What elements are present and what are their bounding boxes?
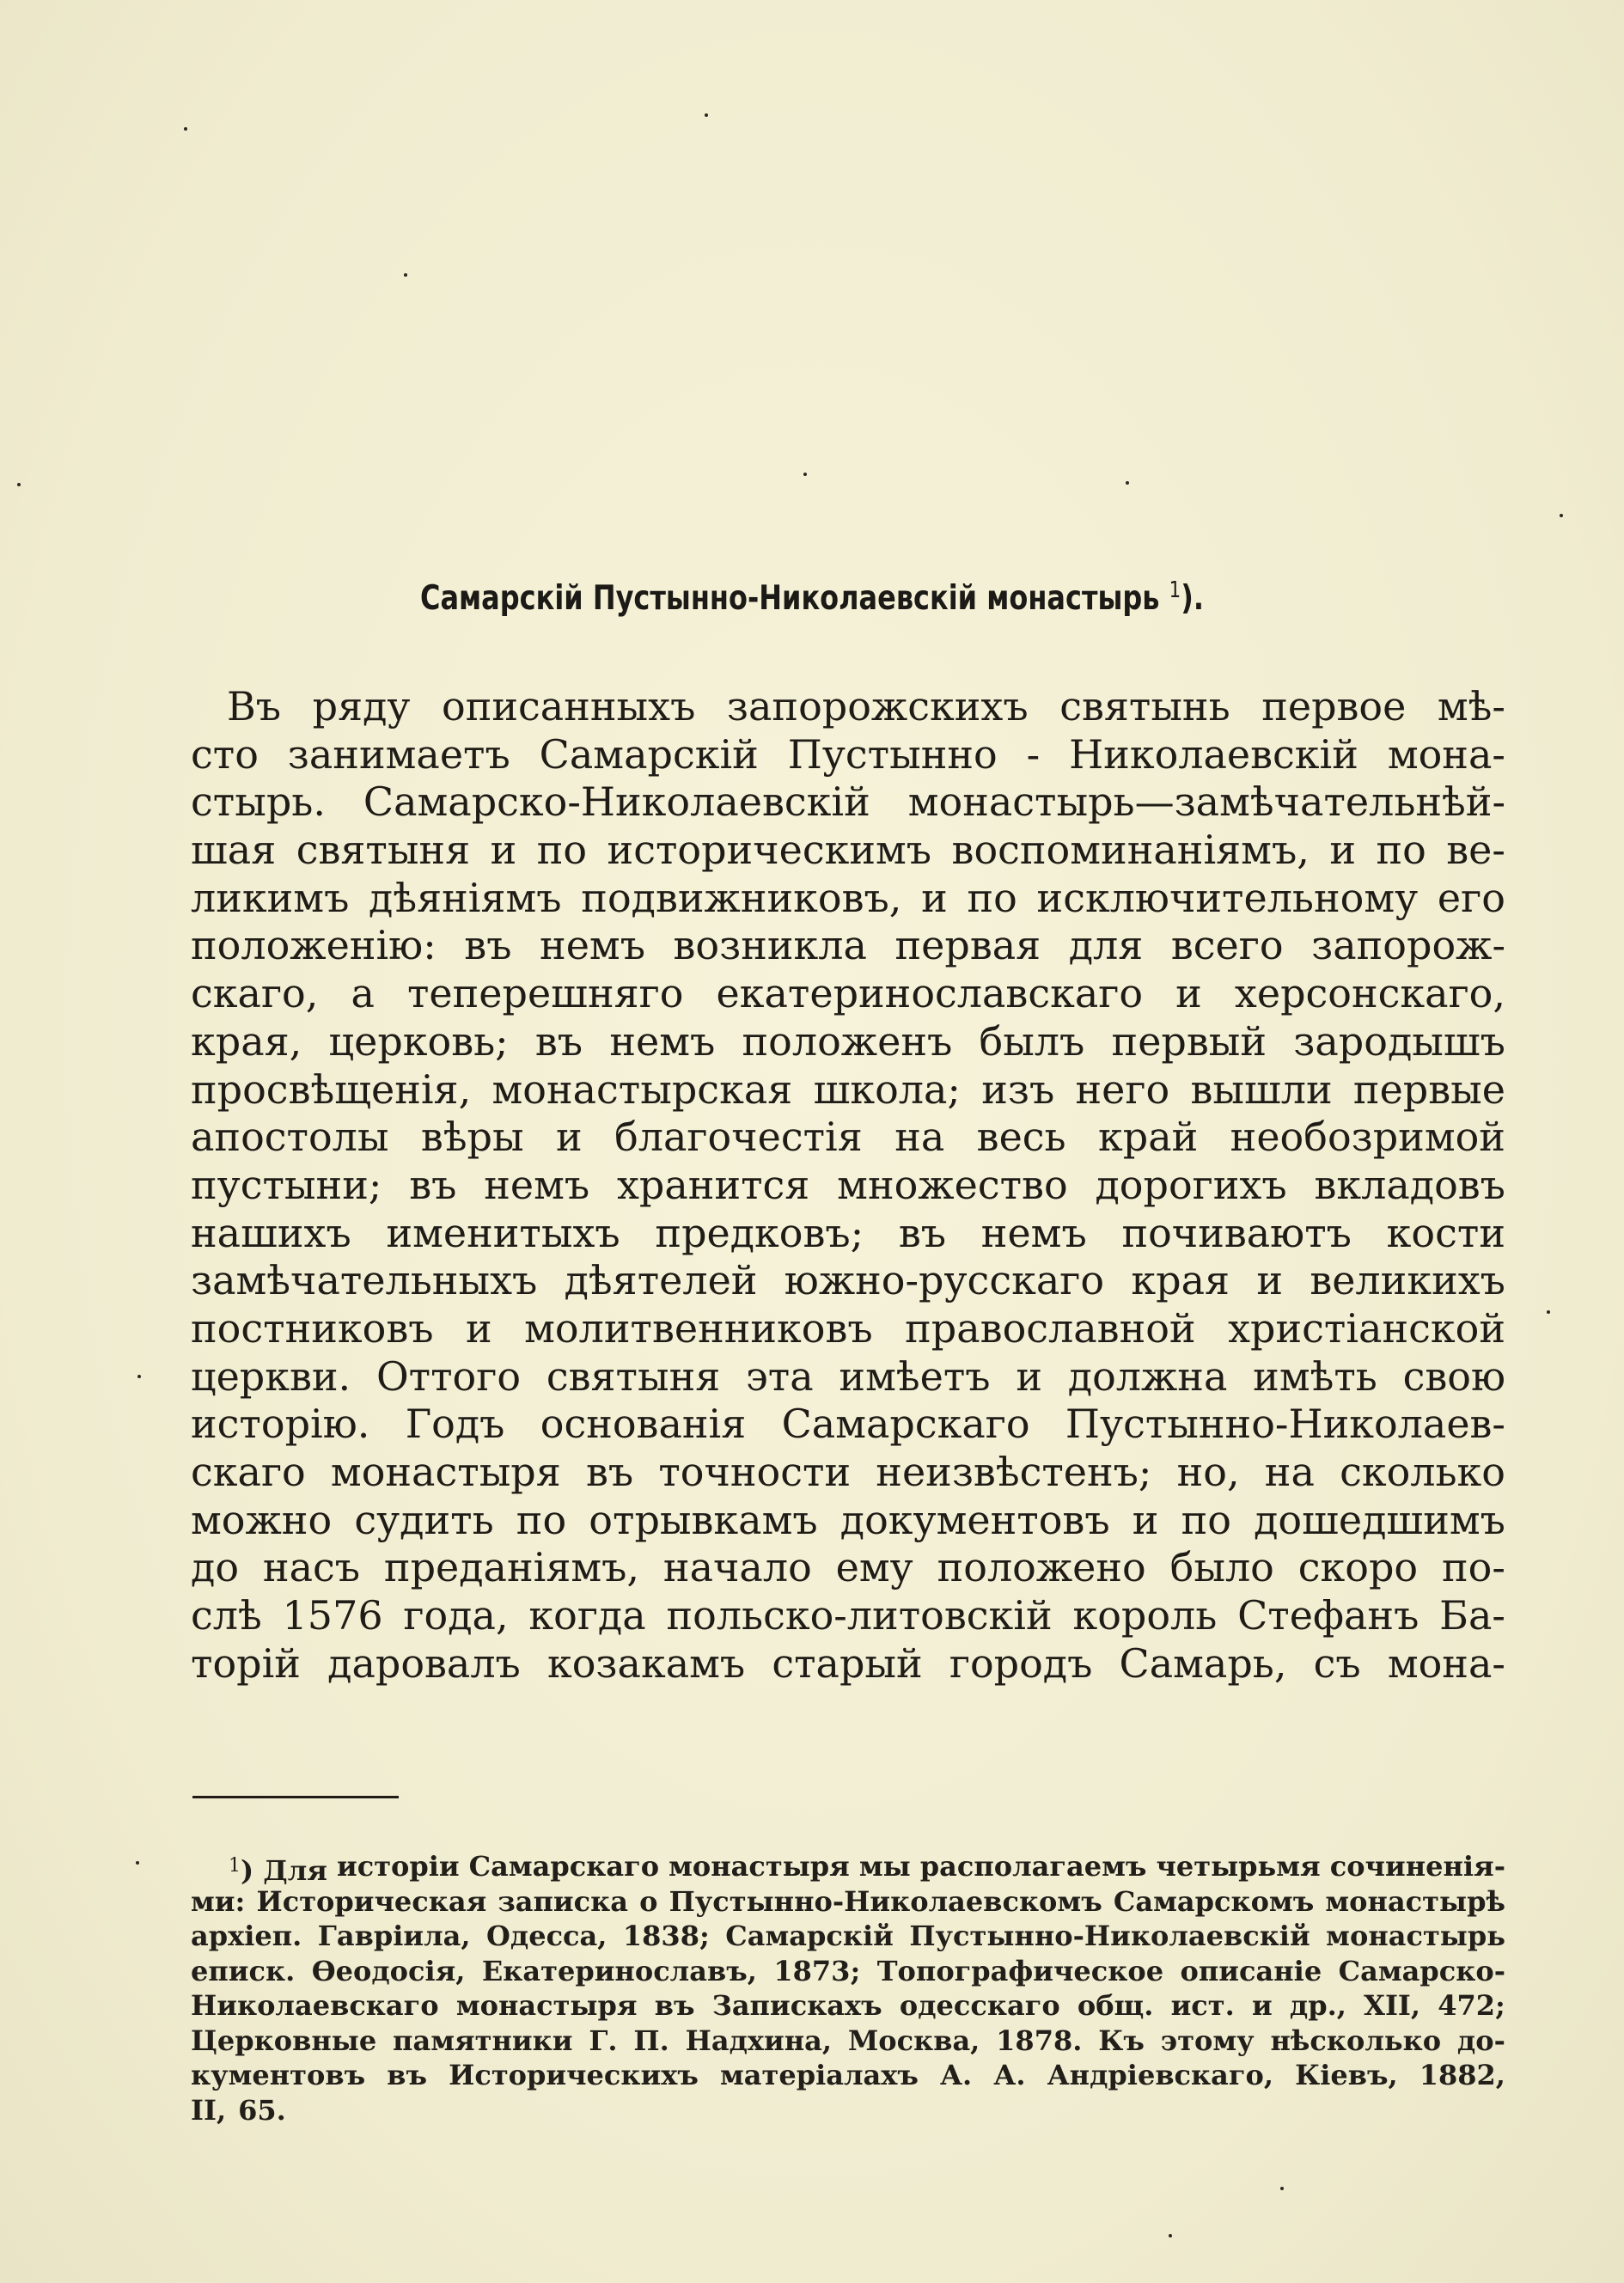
word: края [1131, 1257, 1230, 1304]
word: дорогихъ [1095, 1161, 1287, 1208]
word: А. [993, 2059, 1026, 2091]
print-speck [136, 1861, 139, 1865]
word: и [1175, 970, 1202, 1017]
word: П. [633, 2024, 669, 2057]
word: точности [658, 1449, 852, 1495]
word: старый [772, 1639, 923, 1687]
word: церковь; [328, 1017, 509, 1065]
word: ве- [1446, 827, 1505, 874]
word: Кіевъ, [1295, 2059, 1398, 2091]
word: въ [654, 1989, 695, 2022]
word: мона- [1387, 1639, 1505, 1687]
word: исторіи [336, 1850, 460, 1883]
word: Самарскій [539, 730, 759, 778]
word: когда [528, 1592, 646, 1639]
word: Г. [589, 2024, 618, 2057]
word: Пустынно-Николаев- [1065, 1401, 1505, 1448]
word: скаго [191, 1449, 306, 1495]
word: немъ [484, 1161, 590, 1208]
word: неизвѣстенъ; [876, 1449, 1152, 1495]
footnote-line [191, 2058, 1505, 2093]
word: по [1376, 827, 1426, 874]
footnote-line [191, 2093, 1505, 2128]
word: на [894, 1114, 945, 1161]
word: на [1264, 1449, 1315, 1495]
word: 65. [238, 2093, 286, 2127]
word: одесскаго [899, 1989, 1060, 2022]
footnote-line [191, 1988, 1505, 2024]
word: сто [191, 730, 259, 778]
text-line [191, 731, 1505, 779]
footnote-paren: ) [241, 1854, 254, 1887]
footnote-line [191, 1849, 1505, 1887]
text-line [191, 1305, 1505, 1353]
word: благочестія [614, 1114, 863, 1161]
word: въ [464, 922, 512, 969]
word: былъ [979, 1017, 1085, 1065]
word: Екатеринославъ, [481, 1954, 757, 1987]
word: матеріалахъ [719, 2059, 919, 2091]
print-speck [137, 1375, 141, 1378]
word: записка [498, 1884, 628, 1918]
word: Въ [227, 683, 282, 729]
word: изъ [981, 1065, 1055, 1113]
word: 1838; [622, 1920, 710, 1952]
word: края, [191, 1017, 302, 1065]
word: эта [746, 1352, 814, 1400]
word: Надхина, [685, 2024, 832, 2057]
text-line [191, 827, 1505, 875]
word: положено [937, 1544, 1146, 1591]
word: 1873; [773, 1954, 861, 1987]
word: немъ [609, 1017, 716, 1065]
word: Къ [1098, 2024, 1145, 2057]
word: городъ [949, 1639, 1093, 1687]
word: монастырь—замѣчательнѣй- [907, 778, 1505, 826]
word: II, [191, 2093, 227, 2127]
print-speck [1560, 514, 1563, 517]
word: него [1075, 1065, 1170, 1113]
word: въ [585, 1449, 634, 1495]
word: вѣры [420, 1114, 524, 1161]
word: общ. [1077, 1989, 1154, 2022]
text-line [191, 1257, 1505, 1305]
word: и [465, 1304, 492, 1352]
word: судить [354, 1496, 494, 1543]
word: имѣетъ [839, 1352, 991, 1400]
word: великихъ [1310, 1257, 1505, 1304]
word: положенъ [742, 1017, 953, 1065]
print-speck [1280, 2187, 1284, 2190]
word: нѣсколько [1270, 2024, 1442, 2057]
word: и [1251, 1989, 1273, 2022]
word: замѣчательныхъ [191, 1257, 538, 1304]
word: до- [1456, 2024, 1505, 2057]
word: Для [253, 1854, 327, 1887]
word: дѣяніямъ [369, 874, 562, 921]
word: Одесса, [486, 1920, 607, 1952]
text-line [191, 922, 1505, 970]
text-line [191, 970, 1505, 1018]
footnote-number [229, 1854, 253, 1887]
word: весь [976, 1114, 1066, 1161]
word: кости [1386, 1209, 1505, 1256]
word: монастыря [669, 1850, 850, 1883]
word: Пустынно-Николаевскомъ [669, 1884, 1102, 1918]
word: съ [1313, 1639, 1361, 1687]
word: и [1132, 1496, 1159, 1543]
word: года, [403, 1592, 509, 1639]
word: постниковъ [191, 1304, 434, 1352]
word: Самарско- [1338, 1954, 1505, 1987]
word: 472; [1438, 1989, 1505, 2022]
word: Самарско-Николаевскій [363, 778, 870, 826]
main-paragraph [191, 683, 1505, 1688]
word: историческимъ [607, 827, 932, 874]
word: козакамъ [546, 1639, 746, 1687]
word: мы [858, 1850, 911, 1883]
word: Ѳеодосія, [311, 1954, 466, 1987]
footnote-marker: 1 [229, 1855, 241, 1877]
word: въ [898, 1209, 947, 1256]
word: памятники [393, 2024, 573, 2057]
word: кументовъ [191, 2059, 366, 2091]
word: ряду [312, 683, 411, 729]
word: Пустынно [787, 730, 998, 778]
word: множество [837, 1161, 1068, 1208]
word: молитвенниковъ [524, 1304, 873, 1352]
word: ликимъ [191, 874, 350, 921]
word: зародышъ [1293, 1017, 1505, 1065]
word: имѣть [1253, 1352, 1377, 1400]
text-line [191, 1497, 1505, 1545]
word: предковъ; [655, 1209, 864, 1256]
word: монастырь [1326, 1920, 1505, 1952]
word: нашихъ [191, 1209, 351, 1256]
footnote-line [191, 1919, 1505, 1954]
word: первое [1261, 683, 1407, 729]
footnote-reference: 1 [1169, 577, 1181, 603]
word: необозримой [1230, 1114, 1505, 1161]
word: исключительному [1036, 874, 1419, 921]
word: вышли [1190, 1065, 1333, 1113]
word: Оттого [375, 1352, 522, 1400]
word: монастыря [330, 1449, 561, 1495]
word: Самарь, [1119, 1639, 1287, 1687]
text-line [191, 1353, 1505, 1401]
print-speck [184, 127, 187, 131]
word: преданіямъ, [383, 1544, 640, 1591]
word: слѣ [191, 1592, 262, 1639]
word: монастырѣ [1325, 1884, 1505, 1918]
word: въ [409, 1161, 457, 1208]
word: и [490, 827, 517, 874]
word: Ба- [1439, 1592, 1505, 1639]
word: по [516, 1496, 567, 1543]
word: запорожскихъ [726, 683, 1029, 729]
word: сочиненія- [1329, 1850, 1505, 1883]
text-line [191, 1162, 1505, 1210]
word: ми: [191, 1884, 246, 1918]
word: дѣятелей [564, 1257, 758, 1304]
word: запорож- [1311, 922, 1505, 969]
print-speck [404, 273, 407, 277]
word: школа; [813, 1065, 961, 1113]
word: его [1437, 874, 1505, 921]
word: по [1181, 1496, 1231, 1543]
word: херсонскаго, [1234, 970, 1505, 1017]
word: мона- [1387, 730, 1505, 778]
text-line [191, 1114, 1505, 1162]
word: о [639, 1884, 658, 1918]
text-line [191, 1544, 1505, 1592]
word: въ [387, 2059, 428, 2091]
word: шая [191, 827, 277, 874]
word: должна [1067, 1352, 1228, 1400]
word: дошедшимъ [1254, 1496, 1505, 1543]
word: вкладовъ [1314, 1161, 1505, 1208]
word: апостолы [191, 1114, 389, 1161]
word: Топографическое [876, 1954, 1164, 1987]
text-line [191, 1401, 1505, 1449]
chapter-heading-text: Самарскій Пустынно-Николаевскій монастырь [419, 579, 1160, 618]
text-line [191, 778, 1505, 827]
word: отрывкамъ [589, 1496, 818, 1543]
word: даровалъ [327, 1639, 521, 1687]
word: - [1026, 730, 1041, 778]
word: свою [1402, 1352, 1505, 1400]
word: еписк. [191, 1954, 296, 1987]
word: Андріевскаго, [1047, 2059, 1273, 2091]
word: Гавріила, [317, 1920, 471, 1952]
word: занимаетъ [287, 730, 510, 778]
text-line [191, 1066, 1505, 1114]
print-speck [1169, 2234, 1172, 2237]
word: четырьмя [1156, 1850, 1321, 1883]
word: по [967, 874, 1017, 921]
word: и [1329, 827, 1356, 874]
word: 1878. [996, 2024, 1083, 2057]
word: монастырская [491, 1065, 793, 1113]
word: христіанской [1228, 1304, 1505, 1352]
print-speck [803, 473, 807, 476]
word: архіеп. [191, 1920, 302, 1952]
word: Самарскій [725, 1920, 894, 1952]
word: этому [1160, 2024, 1255, 2057]
word: Стефанъ [1237, 1592, 1419, 1639]
word: 1576 [282, 1592, 383, 1639]
text-line [191, 875, 1505, 923]
word: до [191, 1544, 240, 1591]
word: теперешняго [406, 970, 684, 1017]
word: скоро [1297, 1544, 1419, 1591]
text-line [191, 1640, 1505, 1688]
word: Годъ [405, 1401, 505, 1448]
word: Церковные [191, 2024, 377, 2057]
word: положенію: [191, 922, 437, 969]
word: 1882, [1419, 2059, 1505, 2091]
word: всего [1170, 922, 1284, 969]
word: первые [1352, 1065, 1505, 1113]
text-line [191, 1592, 1505, 1640]
word: было [1169, 1544, 1274, 1591]
word: Пустынно-Николаевскій [909, 1920, 1310, 1952]
word: торій [191, 1639, 301, 1687]
word: XII, [1364, 1989, 1421, 2022]
word: Москва, [847, 2024, 980, 2057]
word: немъ [540, 922, 645, 969]
word: православной [905, 1304, 1196, 1352]
footnote-line [191, 1884, 1505, 1920]
word: воспоминаніямъ, [951, 827, 1310, 874]
footnote-divider [192, 1796, 399, 1798]
word: Самарскаго [781, 1401, 1030, 1448]
word: Николаевскаго [191, 1989, 439, 2022]
word: подвижниковъ, [581, 874, 902, 921]
word: Самарскаго [468, 1850, 660, 1883]
word: Николаевскій [1069, 730, 1358, 778]
word: монастыря [455, 1989, 638, 2022]
word: и [921, 874, 948, 921]
chapter-heading [146, 577, 1478, 618]
word: первая [894, 922, 1041, 969]
word: сколько [1340, 1449, 1505, 1495]
word: просвѣщенія, [191, 1065, 472, 1113]
word: екатеринославскаго [716, 970, 1144, 1017]
word: основанія [540, 1401, 747, 1448]
text-line [191, 1449, 1505, 1497]
word: возникла [673, 922, 867, 969]
word: исторію. [191, 1401, 370, 1448]
print-speck [1547, 1310, 1550, 1314]
word: располагаемъ [919, 1850, 1147, 1883]
word: въ [534, 1017, 583, 1065]
word: Запискахъ [711, 1989, 882, 2022]
footnote-line [191, 2024, 1505, 2059]
word: мѣ- [1437, 683, 1505, 729]
word: можно [191, 1496, 333, 1543]
word: Самарскомъ [1113, 1884, 1315, 1918]
word: стырь. [191, 778, 326, 826]
text-line [191, 1018, 1505, 1066]
print-speck [1126, 481, 1129, 485]
word: почиваютъ [1121, 1209, 1352, 1256]
word: описанныхъ [442, 683, 696, 729]
word: но, [1176, 1449, 1240, 1495]
word: описаніе [1180, 1954, 1322, 1987]
word: по- [1441, 1544, 1505, 1591]
word: ист. [1170, 1989, 1235, 2022]
text-line [191, 683, 1505, 731]
footnote [191, 1849, 1505, 2127]
word: и [1256, 1257, 1283, 1304]
word: король [1072, 1592, 1218, 1639]
word: ему [835, 1544, 913, 1591]
word: и [556, 1114, 583, 1161]
word: др., [1289, 1989, 1346, 2022]
word: именитыхъ [386, 1209, 620, 1256]
word: и [1016, 1352, 1042, 1400]
word: святынь [1059, 683, 1230, 729]
word: а [351, 970, 375, 1017]
word: польско-литовскій [666, 1592, 1053, 1639]
print-speck [705, 113, 708, 117]
word: А. [939, 2059, 973, 2091]
word: по [536, 827, 588, 874]
word: святыня [296, 827, 471, 874]
word: немъ [980, 1209, 1087, 1256]
word: пустыни; [191, 1161, 382, 1208]
word: начало [662, 1544, 812, 1591]
word: насъ [262, 1544, 361, 1591]
word: скаго, [191, 970, 319, 1017]
word-group [229, 1849, 327, 1887]
footnote-line [191, 1954, 1505, 1989]
word: Историческихъ [449, 2059, 699, 2091]
print-speck [17, 483, 21, 486]
text-line [191, 1210, 1505, 1258]
heading-closing: ). [1181, 579, 1205, 618]
word: документовъ [839, 1496, 1110, 1543]
word: Историческая [256, 1884, 487, 1918]
word: святыня [546, 1352, 721, 1400]
word: первый [1111, 1017, 1267, 1065]
word: хранится [616, 1161, 810, 1208]
word: церкви. [191, 1352, 351, 1400]
word: для [1068, 922, 1144, 969]
word: южно-русскаго [784, 1257, 1105, 1304]
word: край [1098, 1114, 1199, 1161]
